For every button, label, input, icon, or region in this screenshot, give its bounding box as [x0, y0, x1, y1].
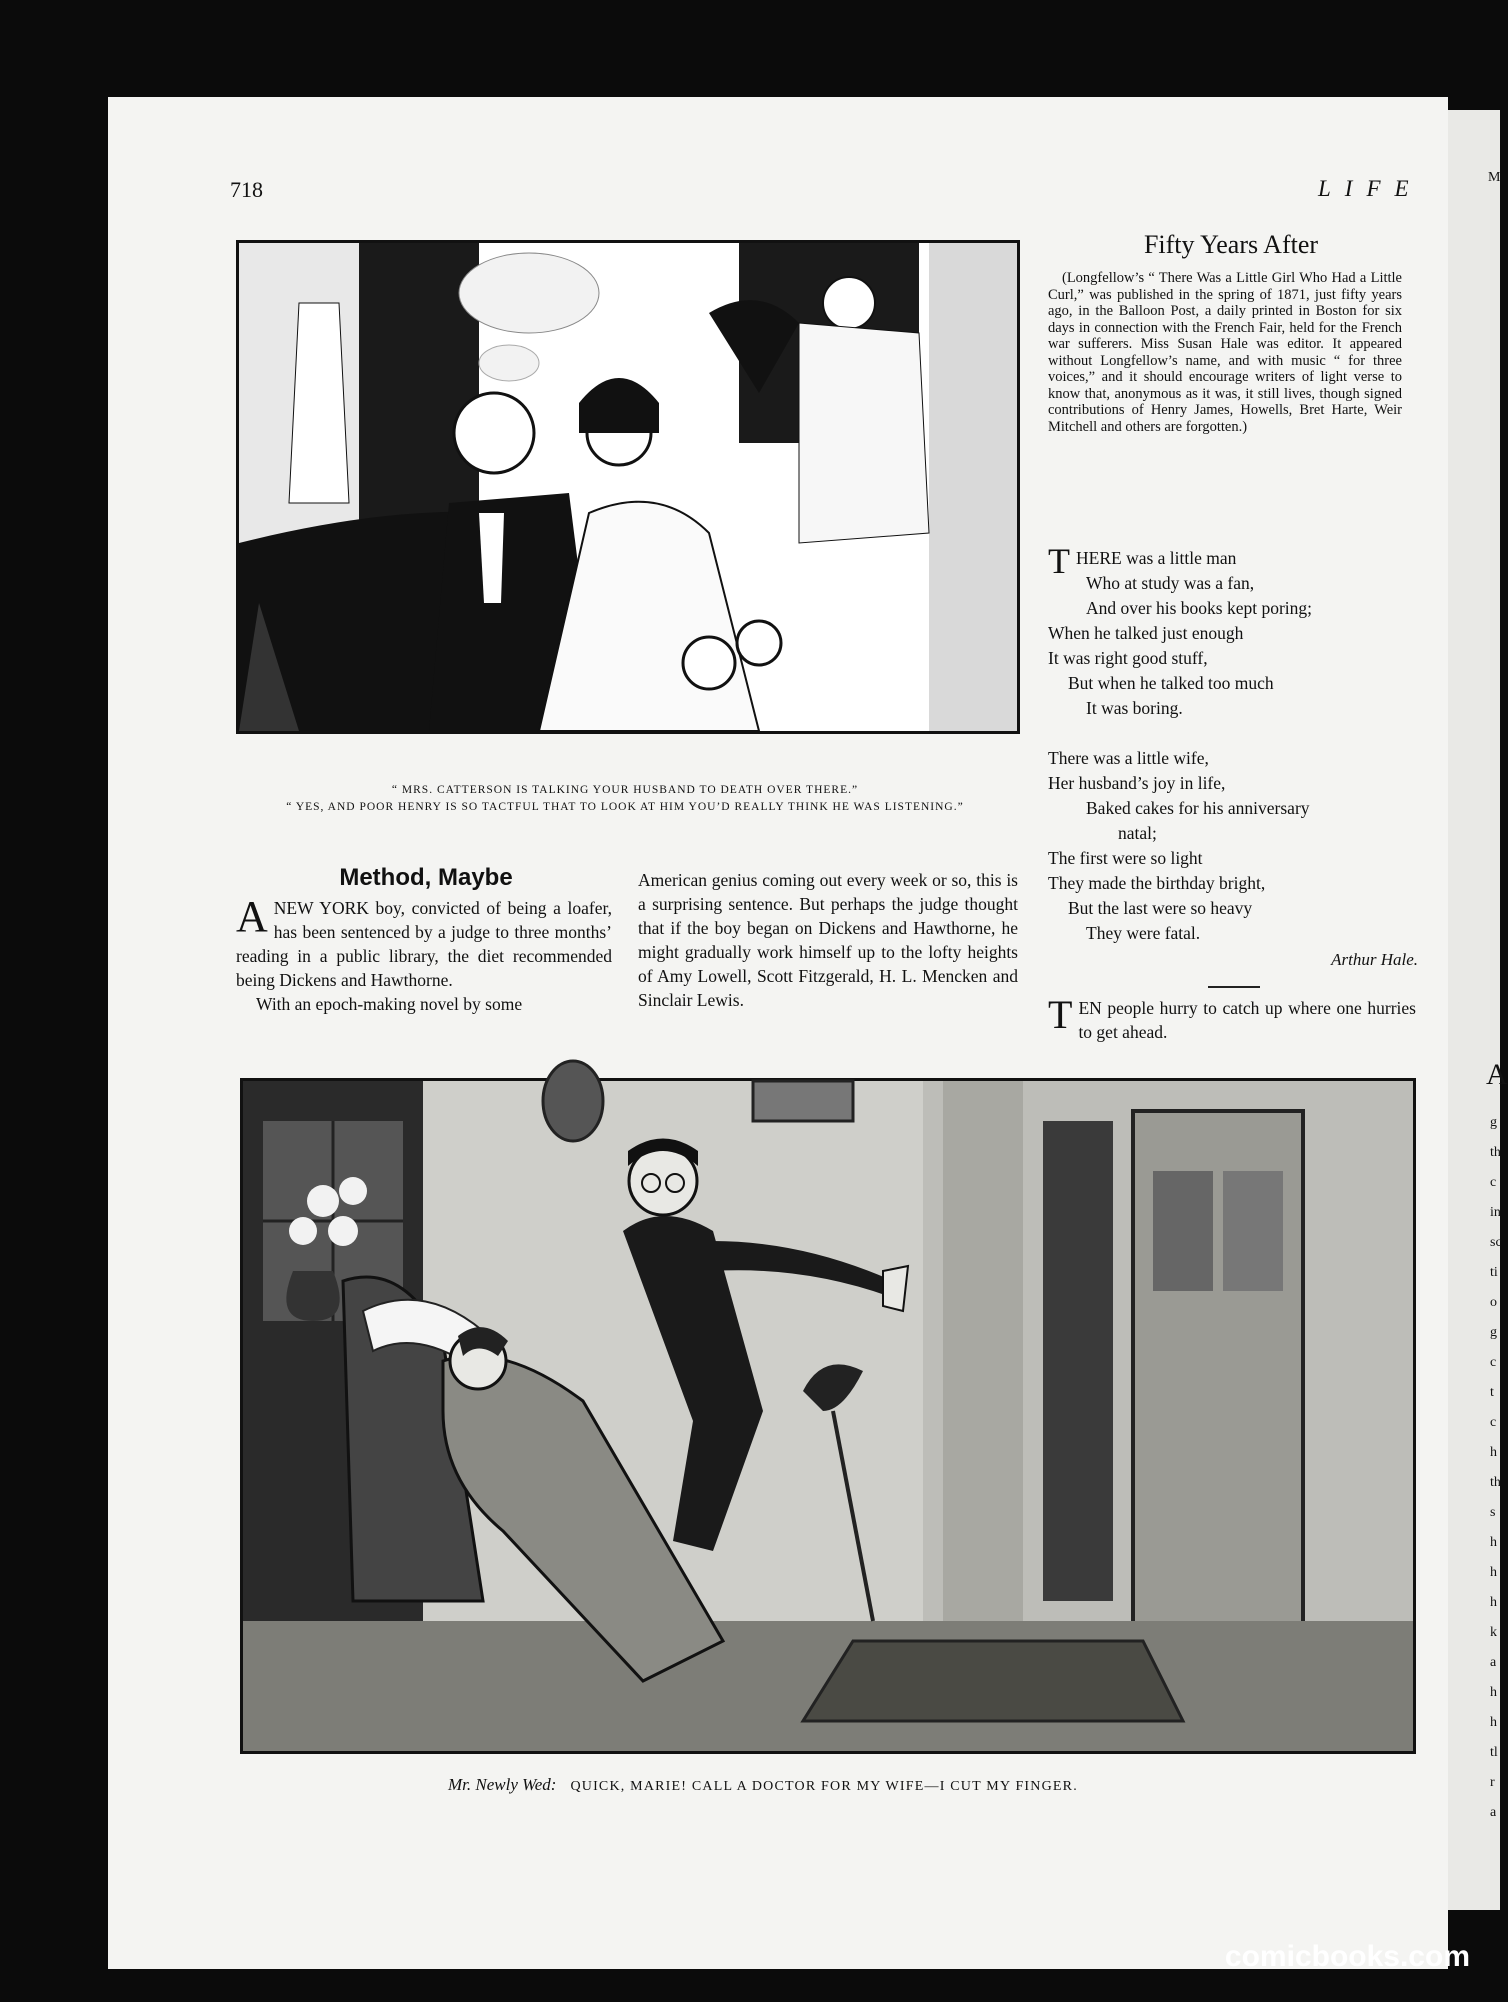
bottom-cartoon-caption [448, 1775, 1348, 1795]
ten-people-text: EN people hurry to catch up where one hurries to get ahead. [1078, 998, 1416, 1042]
poem-line: When he talked just enough [1048, 623, 1244, 643]
facing-page-letter: o [1490, 1295, 1497, 1310]
method-maybe-paragraph-1-text: NEW YORK boy, convicted of being a loafer, has been sentenced by a judge to three months’ reading in a public library, the diet recommended being Dickens and Hawthorne. [236, 898, 612, 990]
poem-line: But the last were so heavy [1068, 898, 1253, 918]
facing-page-column [1490, 1108, 1502, 1828]
facing-page-letter: k [1490, 1625, 1497, 1640]
caption-line-1: “ MRS. CATTERSON IS TALKING YOUR HUSBAND TO DEATH OVER THERE.” [391, 784, 859, 796]
poem-line: There was a little wife, [1048, 748, 1209, 768]
method-maybe-column-1 [236, 892, 612, 1016]
poem-drop-cap: T [1048, 541, 1070, 581]
poem-stanza-2 [1048, 746, 1418, 946]
method-maybe-column-2 [638, 868, 1018, 1012]
poem-line: They made the birthday bright, [1048, 873, 1266, 893]
masthead: LIFE [1318, 176, 1423, 201]
facing-page-letter: in [1490, 1205, 1501, 1220]
page-number: 718 [230, 177, 263, 202]
poem-line: natal; [1118, 823, 1157, 843]
fifty-years-title: Fifty Years After [1143, 230, 1319, 259]
watermark: comicbooks.com [1224, 1940, 1470, 1973]
section-divider [1208, 986, 1260, 988]
facing-page-letter: c [1490, 1415, 1497, 1430]
facing-page-letter: th [1490, 1475, 1501, 1490]
poem-line: Who at study was a fan, [1086, 573, 1255, 593]
facing-page-letter: h [1490, 1595, 1497, 1610]
facing-page-letter: h [1490, 1715, 1497, 1730]
method-maybe-paragraph-2-cont: American genius coming out every week or so, this is a surprising sentence. But perhaps the judge thought that if the boy began on Dickens and Hawthorne, he might gradually work himself up to the lofty heights of Amy Lowell, Scott Fitzgerald, H. L. Mencken and Sinclair Lewis. [638, 870, 1018, 1010]
facing-page-letter: c [1490, 1175, 1497, 1190]
method-maybe-title: Method, Maybe [339, 864, 513, 891]
poem-line: It was right good stuff, [1048, 648, 1208, 668]
facing-page-letter: c [1490, 1355, 1497, 1370]
ten-people-drop-cap: T [1048, 992, 1073, 1037]
poem-line: Her husband’s joy in life, [1048, 773, 1226, 793]
facing-page-letter: th [1490, 1145, 1501, 1160]
poem-signature: Arthur Hale. [1331, 950, 1418, 969]
facing-page-letter: h [1490, 1565, 1497, 1580]
caption-text: QUICK, MARIE! CALL A DOCTOR FOR MY WIFE—I CUT MY FINGER. [570, 1779, 1078, 1794]
facing-page-letter: h [1490, 1535, 1497, 1550]
caption-line-2: “ YES, AND POOR HENRY IS SO TACTFUL THAT TO LOOK AT HIM YOU’D REALLY THINK HE WAS LISTENING.” [286, 801, 964, 813]
facing-page-letter: h [1490, 1445, 1497, 1460]
method-maybe-paragraph-2-start: With an epoch-making novel by some [256, 994, 523, 1014]
method-maybe-paragraph-1 [236, 892, 612, 992]
poem-line: And over his books kept poring; [1086, 598, 1313, 618]
poem-line: Baked cakes for his anniversary [1086, 798, 1310, 818]
poem-line: But when he talked too much [1068, 673, 1274, 693]
facing-page-letter: g [1490, 1325, 1497, 1340]
poem-line: They were fatal. [1086, 923, 1201, 943]
facing-page-letter: M [1488, 170, 1501, 185]
facing-page-letter: a [1490, 1805, 1497, 1820]
poem-line: It was boring. [1086, 698, 1183, 718]
fifty-years-intro: (Longfellow’s “ There Was a Little Girl Who Had a Little Curl,” was published in the spring of 1871, just fifty years ago, in the Balloon Post, a daily printed in Boston for six days in connection with the French Fair, held for the French war sufferers. Miss Susan Hale was editor. It appeared without Longfellow’s name, and with music “ for three voices,” and it should encourage writers of light verse to know that, anonymous as it was, it still lives, though signed contributions of Henry James, Howells, Bret Harte, Weir Mitchell and others are forgotten.) [1048, 270, 1402, 435]
top-cartoon-illustration [236, 240, 1020, 734]
top-cartoon-caption [236, 782, 1014, 816]
facing-page-letter: sc [1490, 1235, 1502, 1250]
bottom-cartoon-illustration [240, 1078, 1416, 1754]
facing-page-letter: a [1490, 1655, 1497, 1670]
facing-page-letter: s [1490, 1505, 1496, 1520]
poem-stanza-1 [1048, 541, 1418, 721]
poem-first-line [1048, 541, 1418, 581]
poem-first-line-text: HERE was a little man [1076, 548, 1237, 568]
facing-page-text [1488, 170, 1502, 186]
facing-page-letter: ti [1490, 1265, 1498, 1280]
caption-speaker: Mr. Newly Wed: [448, 1775, 557, 1794]
facing-page-letter: h [1490, 1685, 1497, 1700]
ten-people-paragraph [1048, 992, 1416, 1044]
facing-page-letter: tl [1490, 1745, 1498, 1760]
poem-line: The first were so light [1048, 848, 1203, 868]
facing-page-letter: g [1490, 1115, 1497, 1130]
method-maybe-drop-cap: A [236, 892, 268, 941]
facing-page-letter: t [1490, 1385, 1494, 1400]
facing-page-letter: r [1490, 1775, 1495, 1790]
facing-page-letter-big: A [1486, 1058, 1508, 1091]
